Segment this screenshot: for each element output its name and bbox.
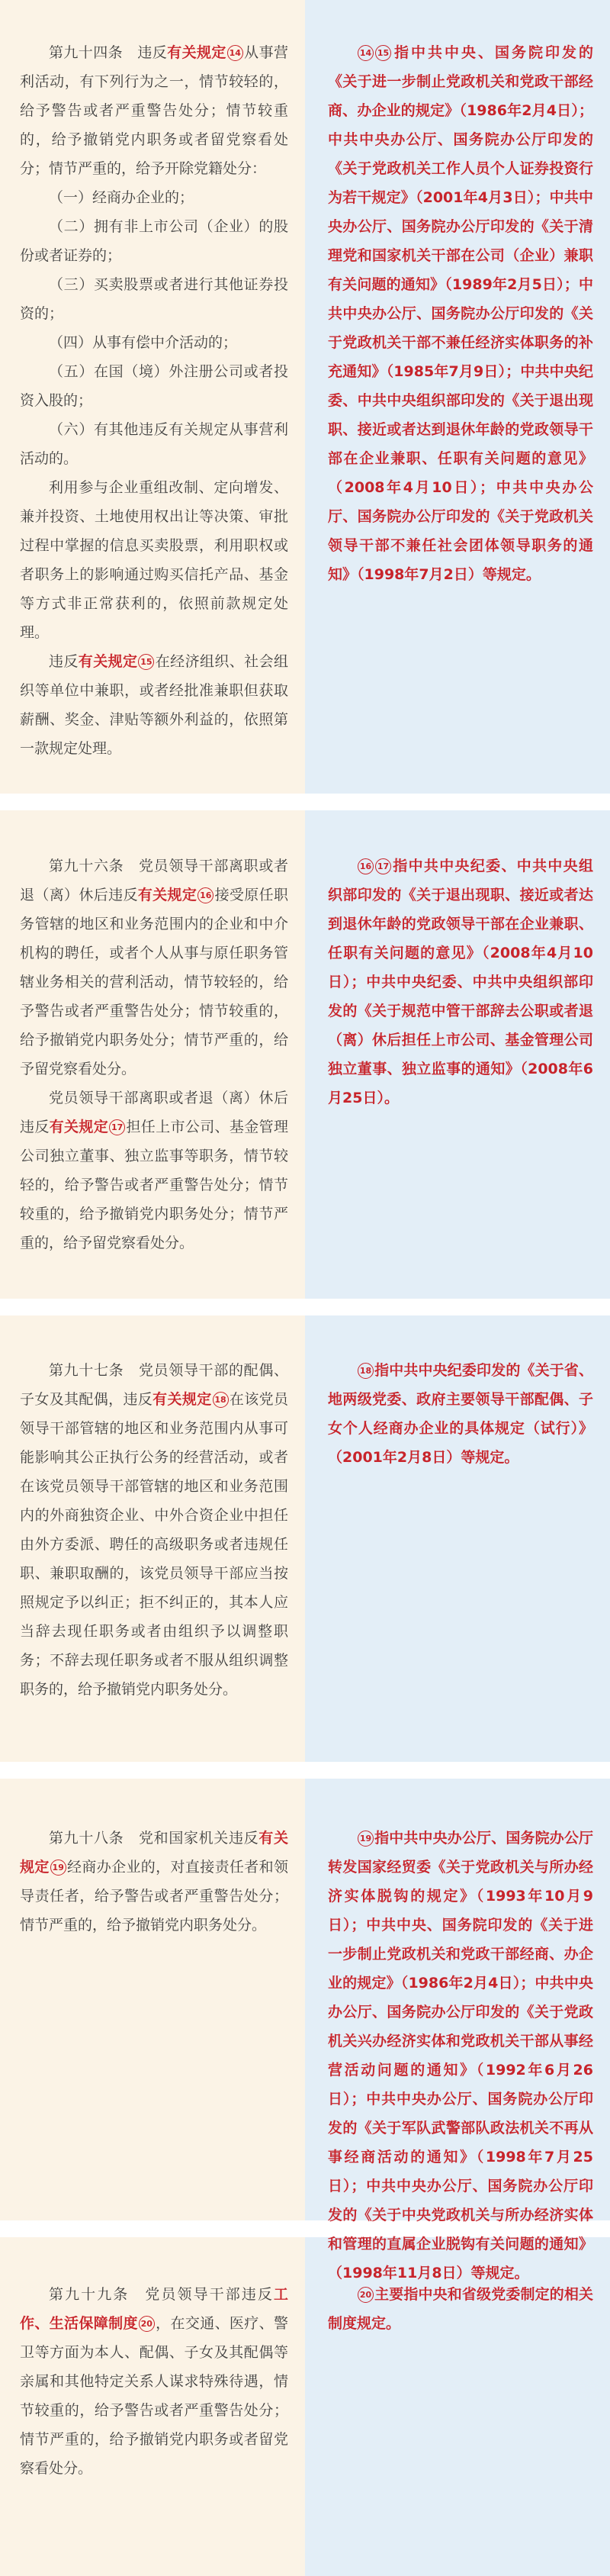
article-98-text xyxy=(20,1824,288,1940)
article-paragraph xyxy=(20,270,288,328)
reference-number: 14 xyxy=(227,45,243,61)
article-paragraph xyxy=(20,473,288,647)
article-paragraph xyxy=(20,212,288,270)
article-94-text xyxy=(20,38,288,763)
text-run: 指中共中央纪委、中共中央组织部印发的《关于退出现职、接近或者达到退休年龄的党政领导干部在企业兼职、任职有关问题的意见》（2008年4月10日）；中共中央纪委、中共中央组织部印发的《关于规范中管干部辞去公职或者退（离）休后担任上市公司、基金管理公司独立董事、独立监事的通知》（2008年6月25日）。 xyxy=(328,858,593,1106)
text-run: （六）有其他违反有关规定从事营利活动的。 xyxy=(20,421,288,467)
reference-number: 20 xyxy=(139,2316,155,2332)
text-run: （四）从事有偿中介活动的； xyxy=(49,334,238,351)
text-run: 第九十八条 党和国家机关违反 xyxy=(49,1830,259,1847)
note-paragraph xyxy=(328,2280,593,2338)
text-run: 利用参与企业重组改制、定向增发、兼并投资、土地使用权出让等决策、审批过程中掌握的信息买卖股票，利用职权或者职务上的影响通过购买信托产品、基金等方式非正常获利的，依照前款规定处理。 xyxy=(20,479,288,641)
highlighted-regulation: 有关规定 xyxy=(78,653,138,670)
text-run: 从事营利活动，有下列行为之一，情节较轻的，给予警告或者严重警告处分；情节较重的，给予撤销党内职务或者留党察看处分；情节严重的，给予开除党籍处分： xyxy=(20,44,288,177)
article-paragraph xyxy=(20,647,288,763)
article-paragraph xyxy=(20,328,288,357)
note-paragraph xyxy=(328,38,593,589)
text-run: 指中共中央、国务院印发的《关于进一步制止党政机关和党政干部经商、办企业的规定》（1986年2月4日）；中共中央办公厅、国务院办公厅印发的《关于党政机关工作人员个人证券投资行为若干规定》（2001年4月3日）；中共中央办公厅、国务院办公厅印发的《关于清理党和国家机关干部在公司（企业）兼职有关问题的通知》（1989年2月5日）；中共中央办公厅、国务院办公厅印发的《关于党政机关干部不兼任经济实体职务的补充通知》（1985年7月9日）；中共中央纪委、中共中央组织部印发的《关于退出现职、接近或者达到退休年龄的党政领导干部在企业兼职、任职有关问题的意见》（2008年4月10日）；中共中央办公厅、国务院办公厅印发的《关于党政机关领导干部不兼任社会团体领导职务的通知》（1998年7月2日）等规定。 xyxy=(328,44,593,583)
highlighted-regulation: 工作、生活保障制度 xyxy=(20,2286,288,2332)
reference-number: 15 xyxy=(375,45,391,61)
highlighted-regulation: 有关规定 xyxy=(167,44,226,61)
section-divider xyxy=(0,1299,610,1315)
reference-number: 17 xyxy=(375,858,391,874)
article-paragraph xyxy=(20,357,288,415)
note-14-15 xyxy=(328,38,593,589)
note-paragraph xyxy=(328,1356,593,1472)
reference-number: 20 xyxy=(358,2287,374,2303)
article-99-text xyxy=(20,2280,288,2483)
article-paragraph xyxy=(20,2280,288,2483)
note-18 xyxy=(328,1356,593,1472)
note-20 xyxy=(328,2280,593,2338)
reference-number: 14 xyxy=(358,45,374,61)
text-run: 指中共中央纪委印发的《关于省、地两级党委、政府主要领导干部配偶、子女个人经商办企业的具体规定（试行）》（2001年2月8日）等规定。 xyxy=(328,1362,593,1466)
article-paragraph xyxy=(20,38,288,183)
highlighted-regulation: 有关规定 xyxy=(152,1391,212,1408)
reference-number: 16 xyxy=(197,887,214,903)
text-run: （五）在国（境）外注册公司或者投资入股的； xyxy=(20,363,288,409)
text-run: ，在交通、医疗、警卫等方面为本人、配偶、子女及其配偶等亲属和其他特定关系人谋求特殊待遇，情节较重的，给予警告或者严重警告处分；情节严重的，给予撤销党内职务或者留党察看处分。 xyxy=(20,2315,288,2477)
note-paragraph xyxy=(328,852,593,1113)
text-run: 担任上市公司、基金管理公司独立董事、独立监事等职务，情节较轻的，给予警告或者严重警告处分；情节较重的，给予撤销党内职务处分；情节严重的，给予留党察看处分。 xyxy=(20,1119,288,1251)
text-run: （一）经商办企业的； xyxy=(49,189,194,206)
reference-number: 17 xyxy=(109,1119,125,1135)
reference-number: 19 xyxy=(358,1831,374,1847)
article-paragraph xyxy=(20,1824,288,1940)
text-run: 第九十七条 党员领导干部的配偶、子女及其配偶，违反 xyxy=(20,1362,288,1408)
text-run: 第九十六条 党员领导干部离职或者退（离）休后违反 xyxy=(20,858,288,903)
highlighted-regulation: 有关规定 xyxy=(49,1119,109,1135)
article-paragraph xyxy=(20,183,288,212)
reference-number: 18 xyxy=(358,1363,374,1379)
text-run: 党员领导干部离职或者退（离）休后违反 xyxy=(20,1090,288,1135)
article-paragraph xyxy=(20,415,288,473)
note-19 xyxy=(328,1824,593,2288)
text-run: 接受原任职务管辖的地区和业务范围内的企业和中介机构的聘任，或者个人从事与原任职务管辖业务相关的营利活动，情节较轻的，给予警告或者严重警告处分；情节较重的，给予撤销党内职务处分；情节严重的，给予留党察看处分。 xyxy=(20,887,288,1077)
reference-number: 19 xyxy=(50,1860,66,1876)
text-run: 经商办企业的，对直接责任者和领导责任者，给予警告或者严重警告处分；情节严重的，给予撤销党内职务处分。 xyxy=(20,1859,288,1934)
text-run: （二）拥有非上市公司（企业）的股份或者证券的； xyxy=(20,218,288,264)
text-run: 在经济组织、社会组织等单位中兼职，或者经批准兼职但获取薪酬、奖金、津贴等额外利益的，依照第一款规定处理。 xyxy=(20,653,288,757)
reference-number: 15 xyxy=(138,654,154,670)
article-paragraph xyxy=(20,1356,288,1704)
article-97-text xyxy=(20,1356,288,1704)
highlighted-regulation: 有关规定 xyxy=(20,1830,288,1876)
section-divider xyxy=(0,1762,610,1779)
highlighted-regulation: 有关规定 xyxy=(137,887,197,903)
text-run: 违反 xyxy=(49,653,79,670)
text-run: 在该党员领导干部管辖的地区和业务范围内从事可能影响其公正执行公务的经营活动，或者在该党员领导干部管辖的地区和业务范围内的外商独资企业、中外合资企业中担任由外方委派、聘任的高级职务或者违规任职、兼职取酬的，该党员领导干部应当按照规定予以纠正；拒不纠正的，其本人应当辞去现任职务或者由组织予以调整职务；不辞去现任职务或者不服从组织调整职务的，给予撤销党内职务处分。 xyxy=(20,1391,288,1698)
reference-number: 18 xyxy=(213,1392,229,1408)
text-run: 指中共中央办公厅、国务院办公厅转发国家经贸委《关于党政机关与所办经济实体脱钩的规定》（1993年10月9日）；中共中央、国务院印发的《关于进一步制止党政机关和党政干部经商、办企业的规定》（1986年2月4日）；中共中央办公厅、国务院办公厅印发的《关于党政机关兴办经济实体和党政机关干部从事经营活动问题的通知》（1992年6月26日）；中共中央办公厅、国务院办公厅印发的《关于军队武警部队政法机关不再从事经商活动的通知》（1998年7月25日）；中共中央办公厅、国务院办公厅印发的《关于中央党政机关与所办经济实体和管理的直属企业脱钩有关问题的通知》（1998年11月8日）等规定。 xyxy=(328,1830,593,2281)
text-run: 第九十四条 违反 xyxy=(49,44,168,61)
reference-number: 16 xyxy=(358,858,374,874)
text-run: （三）买卖股票或者进行其他证券投资的； xyxy=(20,276,288,322)
note-paragraph xyxy=(328,1824,593,2288)
note-16-17 xyxy=(328,852,593,1113)
section-divider xyxy=(0,794,610,810)
text-run: 主要指中央和省级党委制定的相关制度规定。 xyxy=(328,2286,593,2332)
article-paragraph xyxy=(20,852,288,1084)
article-96-text xyxy=(20,852,288,1257)
article-paragraph xyxy=(20,1084,288,1257)
text-run: 第九十九条 党员领导干部违反 xyxy=(49,2286,274,2303)
